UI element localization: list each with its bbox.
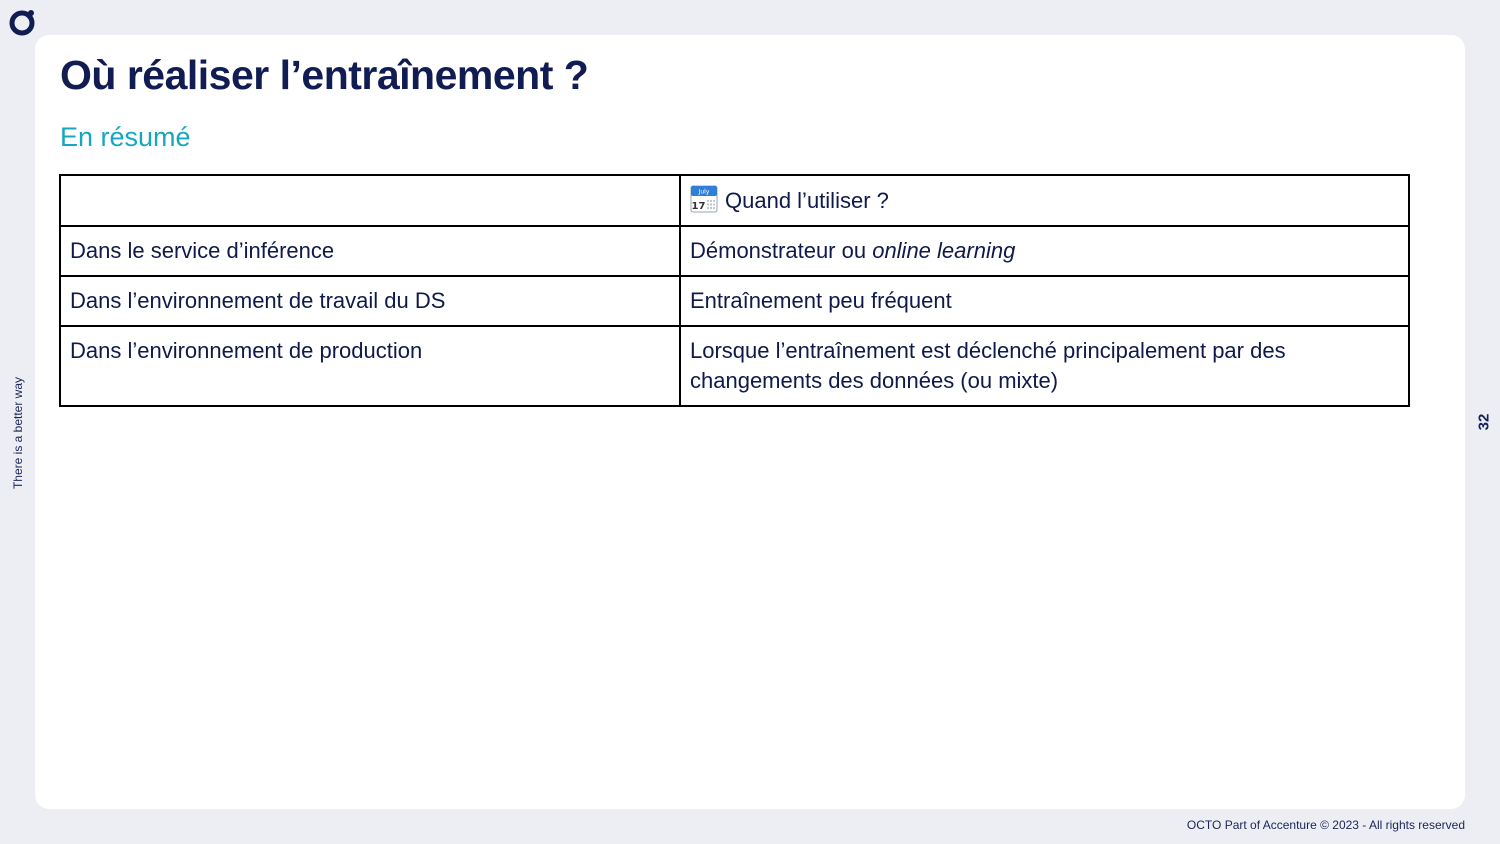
row-usage-text: Entraînement peu fréquent (690, 288, 952, 313)
calendar-month-label: July (698, 188, 710, 196)
table-row (60, 226, 1409, 276)
header-cell-when (680, 175, 1409, 226)
row-usage-text: Lorsque l’entraînement est déclenché principalement par des changements des données (ou mixte) (690, 338, 1286, 393)
table-row (60, 326, 1409, 406)
calendar-icon (690, 185, 718, 213)
page-title: Où réaliser l’entraînement ? (60, 52, 589, 98)
table-row (60, 276, 1409, 326)
row-location-cell: Dans le service d’inférence (60, 226, 680, 276)
row-usage-text: Démonstrateur ou (690, 238, 873, 263)
side-tagline: There is a better way (11, 376, 25, 490)
header-cell-empty (60, 175, 680, 226)
table-header-row (60, 175, 1409, 226)
page-subtitle: En résumé (60, 122, 191, 152)
row-location-cell: Dans l’environnement de production (60, 326, 680, 406)
summary-table (59, 174, 1410, 407)
octo-logo-icon (8, 7, 38, 37)
row-usage-cell (680, 326, 1409, 406)
row-usage-cell (680, 276, 1409, 326)
row-location-cell: Dans l’environnement de travail du DS (60, 276, 680, 326)
page-number: 32 (1475, 413, 1493, 431)
footer-copyright: OCTO Part of Accenture © 2023 - All rights reserved (1186, 818, 1465, 832)
calendar-day-label: 17 (691, 201, 706, 212)
header-when-label: Quand l’utiliser ? (725, 188, 889, 213)
row-usage-italic: online learning (872, 238, 1016, 263)
row-usage-cell (680, 226, 1409, 276)
slide-content (35, 35, 1465, 809)
